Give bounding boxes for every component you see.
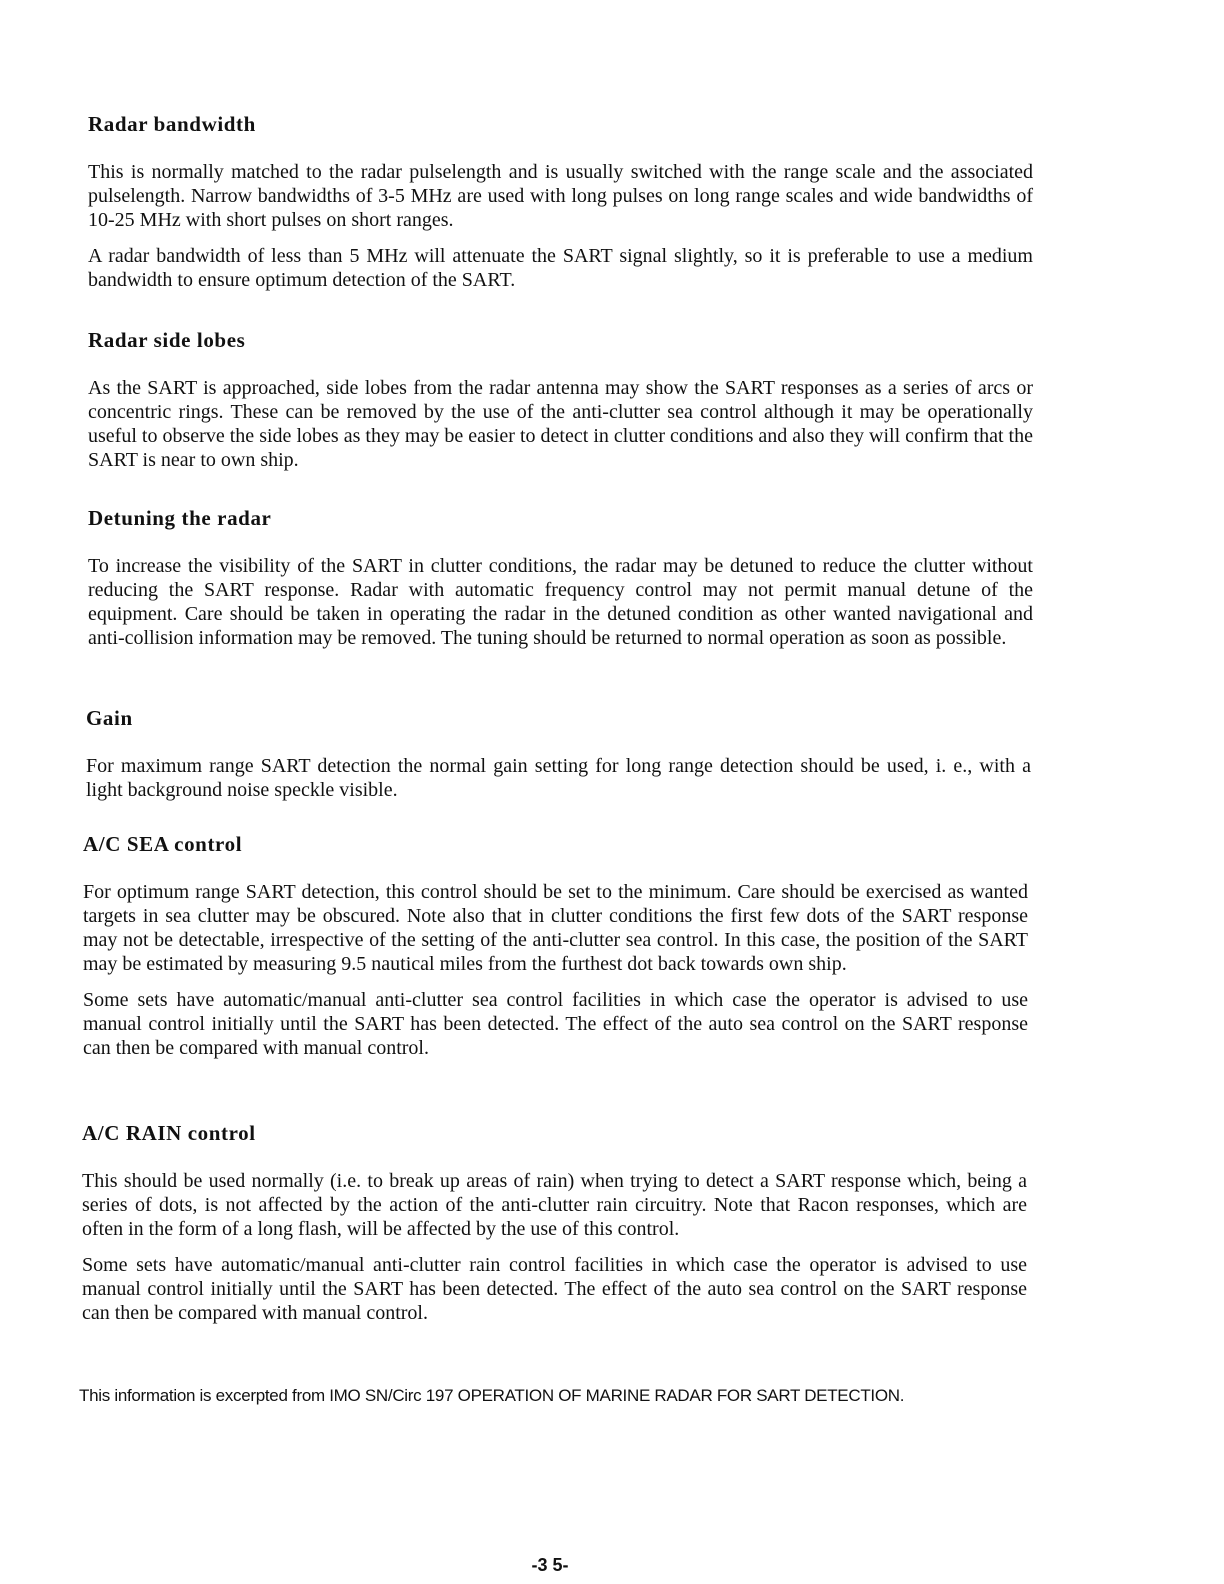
paragraph: A radar bandwidth of less than 5 MHz will attenuate the SART signal slightly, so it is preferable to use a medium bandwidth to ensure optimum detection of the SART. xyxy=(88,245,1033,291)
paragraph: Some sets have automatic/manual anti-clutter sea control facilities in which case the operator is advised to use manual control initially until the SART has been detected. The effect of the auto sea control on the SART response can then be compared with manual control. xyxy=(83,989,1028,1059)
section-heading: Detuning the radar xyxy=(88,506,272,530)
section-radar-bandwidth xyxy=(88,112,1033,304)
section-heading: Radar side lobes xyxy=(88,328,246,352)
paragraph: Some sets have automatic/manual anti-clutter rain control facilities in which case the operator is advised to use manual control initially until the SART has been detected. The effect of the auto sea control on the SART response can then be compared with manual control. xyxy=(82,1254,1027,1324)
paragraph: To increase the visibility of the SART in clutter conditions, the radar may be detuned to reduce the clutter without reducing the SART response. Radar with automatic frequency control may not permit manual detune of the equipment. Care should be taken in operating the radar in the detuned condition as other wanted navigational and anti-collision information may be removed. The tuning should be returned to normal operation as soon as possible. xyxy=(88,555,1033,649)
paragraph: As the SART is approached, side lobes from the radar antenna may show the SART responses as a series of arcs or concentric rings. These can be removed by the use of the anti-clutter sea control although it may be operationally useful to observe the side lobes as they may be easier to detect in clutter conditions and also they will confirm that the SART is near to own ship. xyxy=(88,377,1033,471)
paragraph: This is normally matched to the radar pulselength and is usually switched with the range scale and the associated pulselength. Narrow bandwidths of 3-5 MHz are used with long pulses on long range scales and wide bandwidths of 10-25 MHz with short pulses on short ranges. xyxy=(88,161,1033,231)
section-heading: A/C RAIN control xyxy=(82,1121,256,1145)
section-radar-side-lobes xyxy=(88,328,1033,484)
paragraph: This should be used normally (i.e. to break up areas of rain) when trying to detect a SART response which, being a series of dots, is not affected by the action of the anti-clutter rain circuitry. Note that Racon responses, which are often in the form of a long flash, will be affected by the use of this control. xyxy=(82,1170,1027,1240)
section-heading: A/C SEA control xyxy=(83,832,243,856)
section-heading: Radar bandwidth xyxy=(88,112,256,136)
section-ac-rain-control xyxy=(82,1121,1027,1337)
page-number: -3 5- xyxy=(531,1555,569,1575)
section-ac-sea-control xyxy=(83,832,1028,1072)
section-heading: Gain xyxy=(86,706,133,730)
source-footnote: This information is excerpted from IMO SN/Circ 197 OPERATION OF MARINE RADAR FOR SART DETECTION. xyxy=(79,1386,905,1405)
paragraph: For optimum range SART detection, this control should be set to the minimum. Care should be exercised as wanted targets in sea clutter may be obscured. Note also that in clutter conditions the first few dots of the SART response may not be detectable, irrespective of the setting of the anti-clutter sea control. In this case, the position of the SART may be estimated by measuring 9.5 nautical miles from the furthest dot back towards own ship. xyxy=(83,881,1028,975)
section-gain xyxy=(86,706,1031,814)
paragraph: For maximum range SART detection the normal gain setting for long range detection should be used, i. e., with a light background noise speckle visible. xyxy=(86,755,1031,801)
section-detuning-the-radar xyxy=(88,506,1033,662)
